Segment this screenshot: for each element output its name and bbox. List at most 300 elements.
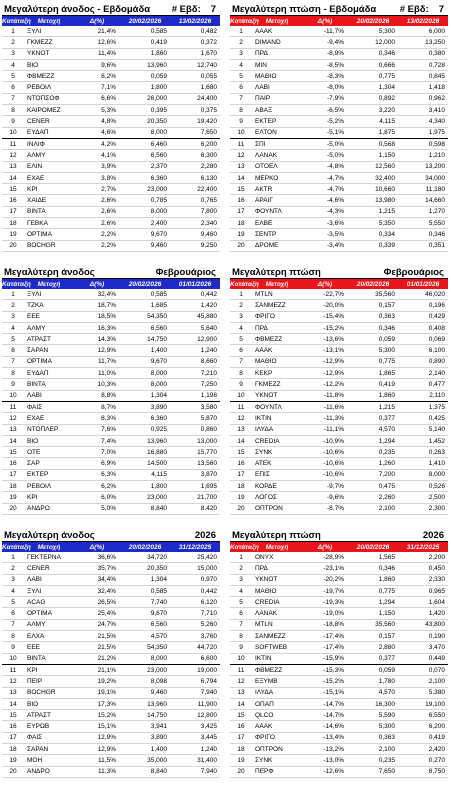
price-2-cell: 2,500 [428,493,445,501]
table-row [230,368,448,379]
pct-cell: -8,7% [327,505,344,513]
rank-cell: 14 [9,700,17,708]
price-2-cell: 12,800 [197,711,217,719]
period-value: 7 [210,4,216,15]
price-1-cell: 0,892 [378,95,395,103]
pct-cell: 24,7% [97,621,116,629]
pct-cell: -8,5% [327,61,344,69]
price-2-cell: 1,670 [200,50,217,58]
price-1-cell: 23,000 [147,493,167,501]
pct-cell: 12,9% [97,745,116,753]
table-row [2,173,220,184]
stock-cell: CREDIA [255,437,280,445]
table-row [230,323,448,334]
header-date-1: 20/02/2026 [356,17,390,25]
rank-cell: 3 [11,50,15,58]
panel-title: Μεγαλύτερη άνοδος - Εβδομάδα [4,4,151,15]
table-row [230,116,448,127]
table-row [230,49,448,60]
rank-cell: 1 [11,553,15,561]
table-row [230,721,448,732]
price-1-cell: 0,363 [378,734,395,742]
pct-cell: -14,7% [323,700,344,708]
stock-cell: ΠΑΙΡ [255,95,271,103]
rank-cell: 2 [11,301,15,309]
table-row [2,26,220,37]
price-1-cell: 1,860 [378,576,395,584]
stock-cell: ΣΑΡΑΝ [27,745,49,753]
table-row [230,162,448,173]
rank-cell: 3 [239,313,243,321]
rank-cell: 18 [9,482,17,490]
price-2-cell: 1,375 [428,403,445,411]
pct-cell: 25,4% [97,610,116,618]
rank-cell: 17 [237,208,245,216]
price-2-cell: 0,765 [200,197,217,205]
header-stock: Μετοχή [37,17,61,25]
table-row [2,492,220,503]
price-1-cell: 1,800 [150,482,167,490]
pct-cell: 8,7% [101,403,116,411]
price-2-cell: 2,200 [428,553,445,561]
stock-cell: ΑΝΔΡΟ [27,505,50,513]
price-2-cell: 19,100 [425,700,445,708]
table-row [2,688,220,699]
rank-cell: 6 [239,84,243,92]
rank-cell: 20 [237,768,245,776]
stock-cell: OPTIMA [27,230,52,238]
price-2-cell: 6,100 [428,347,445,355]
price-2-cell: 1,240 [200,745,217,753]
week-label: # Εβδ: [171,4,201,15]
pct-cell: -12,9% [323,369,344,377]
pct-cell: -11,7% [323,27,344,35]
table-row [230,184,448,195]
price-2-cell: 0,263 [428,448,445,456]
price-2-cell: 22,400 [197,185,217,193]
price-2-cell: 13,000 [197,437,217,445]
price-1-cell: 4,570 [378,426,395,434]
rank-cell: 16 [9,197,17,205]
table-row [2,49,220,60]
table-row [2,767,220,778]
price-2-cell: 24,400 [197,95,217,103]
price-2-cell: 0,728 [428,61,445,69]
panel-period [156,267,216,278]
price-2-cell: 7,210 [200,369,217,377]
stock-cell: ΜΑΘΙΟ [255,72,277,80]
pct-cell: -13,4% [323,734,344,742]
table-row [230,402,448,413]
price-2-cell: 0,442 [200,587,217,595]
pct-cell: 36,6% [97,553,116,561]
stock-cell: ΕΚΤΕΡ [27,471,49,479]
table-row [2,504,220,515]
stock-cell: AKTR [255,185,273,193]
rank-cell: 10 [237,129,245,137]
stock-cell: ΕΛΧΑ [27,632,45,640]
stock-cell: BOCHGR [27,242,56,250]
price-2-cell: 0,372 [200,38,217,46]
price-1-cell: 8,000 [150,381,167,389]
panel-title-bar [230,528,448,542]
stock-cell: ΝΤΟΠΣΟΦ [27,95,60,103]
pct-cell: 8,8% [101,392,116,400]
rank-cell: 11 [9,403,17,411]
stock-cell: ΕΞΥΜΒ [255,677,278,685]
rank-cell: 3 [239,50,243,58]
pct-cell: -15,3% [323,666,344,674]
panel-period [400,4,444,15]
stock-cell: ΛΟΓΟΣ [255,493,277,501]
table-row [2,139,220,150]
price-2-cell: 0,190 [428,632,445,640]
pct-cell: 12,6% [97,38,116,46]
price-2-cell: 14,660 [425,197,445,205]
stock-cell: ΣΥΝΚ [255,756,273,764]
price-2-cell: 0,450 [428,564,445,572]
table-row [230,94,448,105]
stock-cell: ΞΥΛΙ [27,290,42,298]
table-row [2,458,220,469]
table-row [2,195,220,206]
pct-cell: -11,1% [323,426,344,434]
price-1-cell: 2,370 [150,163,167,171]
price-2-cell: 8,750 [428,768,445,776]
rank-cell: 13 [237,426,245,434]
rank-cell: 12 [237,414,245,422]
table-row [230,631,448,642]
rank-cell: 18 [237,219,245,227]
stock-cell: BIO [27,437,39,445]
table-row [2,676,220,687]
pct-cell: -28,9% [323,553,344,561]
stock-cell: ΓΕΒΚΑ [27,219,48,227]
price-2-cell: 2,340 [200,219,217,227]
table-row [2,289,220,300]
pct-cell: -7,9% [327,95,344,103]
table-row [2,744,220,755]
price-1-cell: 5,300 [378,347,395,355]
rank-cell: 4 [239,61,243,69]
rank-cell: 17 [9,208,17,216]
table-row [2,150,220,161]
price-2-cell: 0,860 [200,426,217,434]
pct-cell: -15,1% [323,689,344,697]
pct-cell: 19,2% [97,677,116,685]
price-2-cell: 1,420 [200,301,217,309]
rank-cell: 6 [239,347,243,355]
price-1-cell: 13,980 [375,197,395,205]
rank-cell: 10 [237,392,245,400]
pct-cell: 4,2% [101,140,116,148]
stock-cell: ΕΥΡΩΒ [27,723,50,731]
header-date-1: 20/02/2026 [356,280,390,288]
table-row [2,391,220,402]
stock-cell: ΟΠΤΡΟΝ [255,505,283,513]
price-1-cell: 2,400 [150,219,167,227]
rank-cell: 12 [237,151,245,159]
price-2-cell: 0,351 [428,242,445,250]
table-row [2,334,220,345]
rank-cell: 15 [237,448,245,456]
rank-cell: 4 [239,587,243,595]
table-row [230,586,448,597]
price-2-cell: 12,740 [197,61,217,69]
price-2-cell: 1,270 [428,208,445,216]
price-1-cell: 0,346 [378,564,395,572]
price-2-cell: 0,408 [428,324,445,332]
price-2-cell: 5,260 [200,621,217,629]
rank-cell: 6 [11,610,15,618]
header-rank: Κατάταξη [2,17,31,25]
stock-cell: ΓΕΚΤΕΡΝΑ [27,553,61,561]
period-value: 2026 [422,530,444,541]
stock-cell: ΕΛΤΟΝ [255,129,277,137]
price-1-cell: 0,346 [378,50,395,58]
pct-cell: 18,5% [97,313,116,321]
price-1-cell: 1,780 [378,677,395,685]
price-2-cell: 6,200 [428,723,445,731]
table-row [230,289,448,300]
price-1-cell: 1,294 [378,437,395,445]
table-row [230,447,448,458]
rank-cell: 19 [9,756,17,764]
price-1-cell: 54,350 [147,644,167,652]
rank-cell: 20 [237,505,245,513]
rank-cell: 11 [237,666,245,674]
rank-cell: 16 [237,723,245,731]
price-1-cell: 0,235 [378,756,395,764]
price-2-cell: 0,055 [200,72,217,80]
pct-cell: -20,0% [323,301,344,309]
pct-cell: -23,1% [323,564,344,572]
price-2-cell: 45,880 [197,313,217,321]
price-2-cell: 2,300 [428,505,445,513]
pct-cell: -4,3% [327,208,344,216]
price-1-cell: 1,865 [378,369,395,377]
pct-cell: 2,6% [101,208,116,216]
rank-cell: 19 [237,230,245,238]
pct-cell: -20,2% [323,576,344,584]
price-1-cell: 0,925 [150,426,167,434]
pct-cell: 11,7% [98,358,116,366]
pct-cell: -14,7% [323,711,344,719]
price-1-cell: 1,565 [378,553,395,561]
stock-cell: ΙΚΤΙΝ [255,414,272,422]
price-1-cell: 0,585 [150,587,167,595]
pct-cell: 21,5% [97,644,116,652]
rank-cell: 17 [237,471,245,479]
stock-cell: ΦΑΙΣ [27,403,43,411]
price-2-cell: 34,000 [425,174,445,182]
stock-cell: QLCO [255,711,274,719]
rank-cell: 5 [11,335,15,343]
table-row [2,597,220,608]
panel-title-bar [2,2,220,16]
rank-cell: 13 [237,689,245,697]
price-2-cell: 0,270 [428,756,445,764]
table-row [2,402,220,413]
price-2-cell: 1,410 [428,460,445,468]
table-row [2,654,220,665]
price-2-cell: 0,070 [428,666,445,674]
stock-cell: ΛΑΝΑΚ [255,151,278,159]
price-1-cell: 8,840 [150,768,167,776]
price-2-cell: 8,000 [428,471,445,479]
table-row [2,229,220,240]
rank-cell: 10 [9,392,17,400]
table-row [230,470,448,481]
rank-cell: 18 [237,745,245,753]
pct-cell: 26,5% [97,598,116,606]
panel-title: Μεγαλύτερη άνοδος [4,530,95,541]
header-stock: Μετοχή [37,543,61,551]
pct-cell: -13,1% [323,347,344,355]
stock-cell: ΜΑΘΙΟ [255,587,277,595]
price-2-cell: 1,420 [428,610,445,618]
pct-cell: -3,6% [327,219,344,227]
price-1-cell: 0,585 [150,290,167,298]
rank-cell: 9 [239,118,243,126]
price-2-cell: 3,410 [428,106,445,114]
price-1-cell: 8,000 [150,655,167,663]
stock-cell: ΦΒΜΕΖΖ [27,72,55,80]
rank-cell: 2 [11,38,15,46]
stock-cell: ΣΑΡ [27,460,40,468]
pct-cell: -11,6% [323,403,344,411]
panel-title-bar [230,265,448,279]
price-2-cell: 6,130 [200,174,217,182]
header-stock: Μετοχή [265,17,289,25]
rank-cell: 13 [9,426,17,434]
price-2-cell: 0,196 [428,301,445,309]
price-2-cell: 43,800 [425,621,445,629]
price-1-cell: 0,666 [378,61,395,69]
price-2-cell: 1,695 [200,482,217,490]
price-1-cell: 0,775 [378,358,395,366]
rank-cell: 1 [11,27,15,35]
price-2-cell: 2,280 [200,163,217,171]
rank-cell: 19 [9,230,17,238]
stock-cell: ΦΑΙΣ [27,734,43,742]
rank-cell: 4 [11,587,15,595]
pct-cell: 4,6% [101,129,116,137]
pct-cell: -13,6% [323,335,344,343]
pct-cell: -4,6% [327,197,344,205]
pct-cell: 6,3% [101,471,116,479]
rank-cell: 11 [9,140,17,148]
stock-cell: ΓΚΜΕΖΖ [255,381,281,389]
header-date-1: 20/02/2026 [128,280,162,288]
price-1-cell: 2,100 [378,505,395,513]
table-header [230,16,448,26]
price-1-cell: 6,360 [150,174,167,182]
pct-cell: -19,0% [323,610,344,618]
price-2-cell: 2,100 [428,677,445,685]
price-1-cell: 0,419 [378,381,395,389]
price-1-cell: 2,880 [378,644,395,652]
price-1-cell: 23,000 [147,185,167,193]
price-2-cell: 2,330 [428,576,445,584]
price-2-cell: 13,200 [425,163,445,171]
rank-cell: 8 [11,369,15,377]
price-1-cell: 0,363 [378,313,395,321]
stock-cell: ΑΤΡΑΣΤ [27,335,52,343]
price-2-cell: 1,680 [200,84,217,92]
price-1-cell: 35,560 [375,290,395,298]
price-1-cell: 4,570 [150,632,167,640]
pct-cell: 21,4% [97,27,116,35]
price-2-cell: 6,200 [200,140,217,148]
stock-cell: ΤΖΚΑ [27,301,44,309]
stock-cell: ΑΤΕΚ [255,460,272,468]
stock-cell: ΕΕΕ [27,313,41,321]
price-1-cell: 5,350 [378,219,395,227]
table-row [230,552,448,563]
price-1-cell: 0,419 [150,38,167,46]
rank-cell: 19 [237,756,245,764]
panel-period [384,267,444,278]
price-1-cell: 1,400 [150,347,167,355]
panel-period [172,4,216,15]
pct-cell: 35,7% [97,564,116,572]
pct-cell: -10,6% [323,471,344,479]
price-2-cell: 0,429 [428,313,445,321]
rank-cell: 11 [9,666,17,674]
price-1-cell: 6,560 [150,621,167,629]
pct-cell: -5,1% [327,129,344,137]
stock-cell: ΑΑΑΚ [255,347,273,355]
price-1-cell: 16,300 [375,700,395,708]
header-rank: Κατάταξη [230,280,259,288]
table-row [230,492,448,503]
price-1-cell: 5,300 [378,27,395,35]
rank-cell: 9 [239,644,243,652]
rank-cell: 7 [11,621,15,629]
pct-cell: 15,1% [97,723,116,731]
price-2-cell: 13,250 [425,38,445,46]
pct-cell: 34,4% [97,576,116,584]
table-header [230,542,448,552]
pct-cell: 9,6% [101,61,116,69]
table-row [2,323,220,334]
pct-cell: 6,2% [101,482,116,490]
table-row [230,597,448,608]
stock-cell: ΚΡΙ [27,493,38,501]
rank-cell: 5 [11,598,15,606]
rank-cell: 5 [239,335,243,343]
price-1-cell: 10,660 [375,185,395,193]
rank-cell: 7 [239,95,243,103]
stock-cell: ΙΛΥΔΑ [255,426,274,434]
table-row [230,357,448,368]
table-row [2,105,220,116]
price-2-cell: 6,300 [200,151,217,159]
table-row [230,60,448,71]
rank-cell: 12 [9,414,17,422]
stock-cell: ΕΕΕ [27,644,41,652]
period-value: 2026 [194,530,216,541]
pct-cell: 2,6% [101,197,116,205]
table-row [2,184,220,195]
price-1-cell: 14,750 [147,711,167,719]
stock-cell: ΠΕΡΦ [255,768,274,776]
pct-cell: 16,3% [97,324,116,332]
pct-cell: -12,2% [323,381,344,389]
price-1-cell: 8,000 [150,129,167,137]
price-1-cell: 1,215 [378,403,395,411]
